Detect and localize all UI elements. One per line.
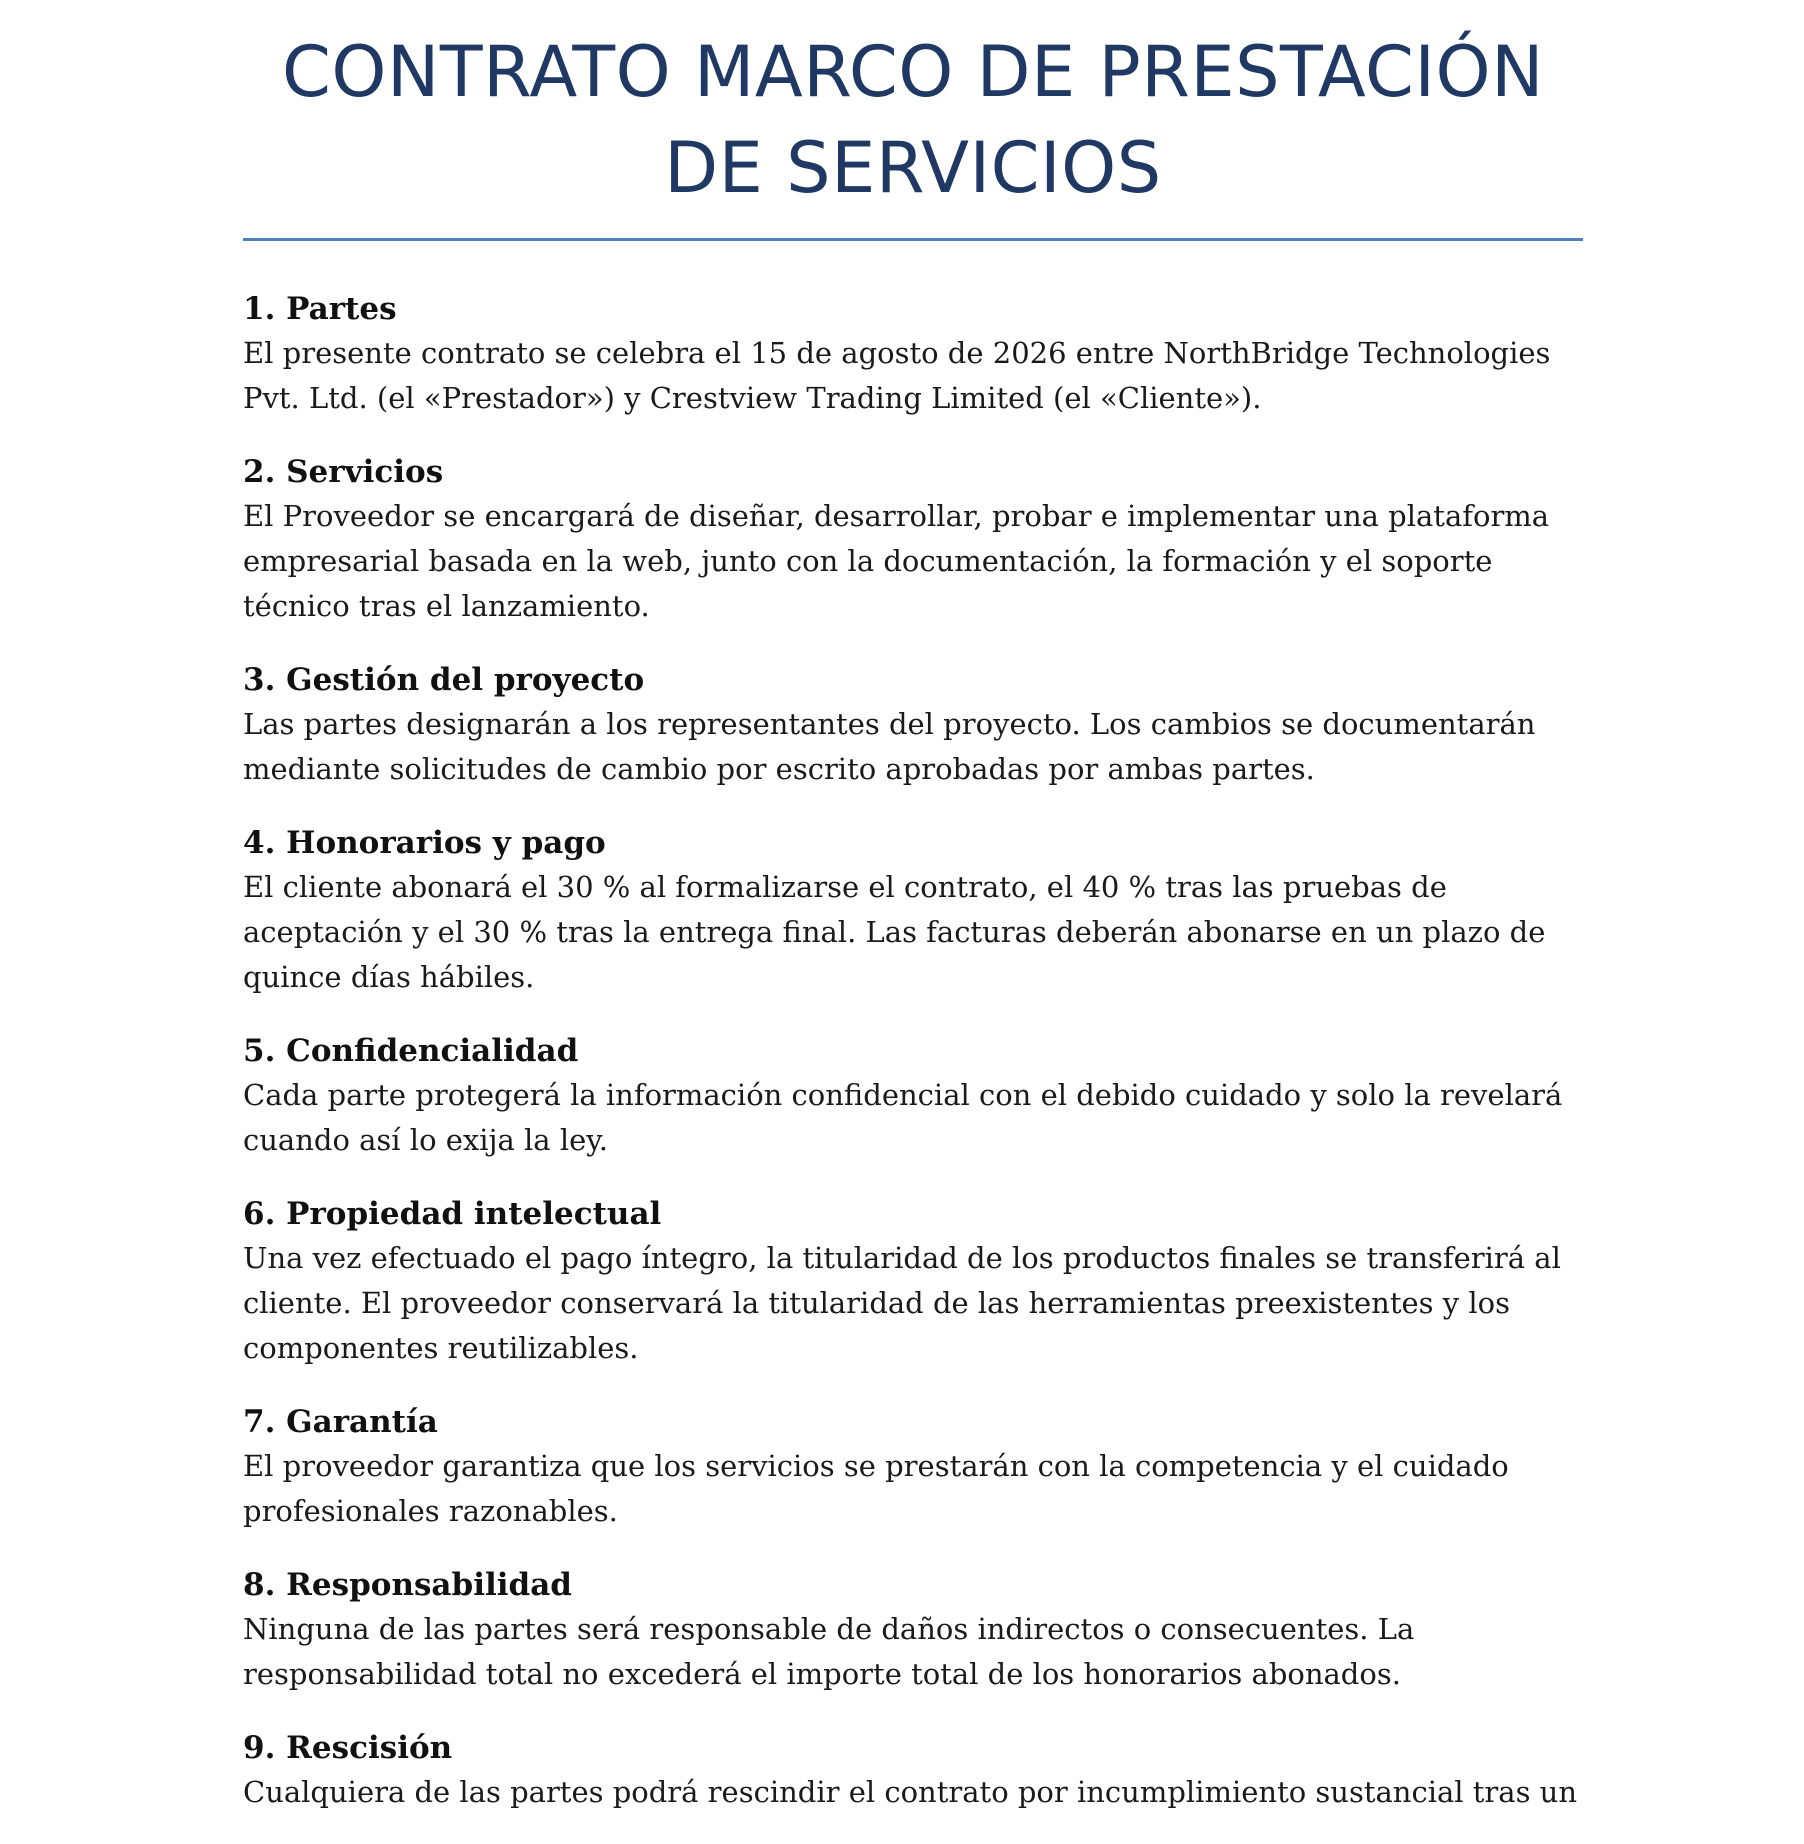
- clause-liability: [243, 1563, 1583, 1697]
- clause-body: Las partes designarán a los representantes del proyecto. Los cambios se documentarán mediante solicitudes de cambio por escrito aprobadas por ambas partes.: [243, 707, 1536, 786]
- clause-body: Cada parte protegerá la información confidencial con el debido cuidado y solo la revelará cuando así lo exija la ley.: [243, 1078, 1563, 1157]
- clause-body: Ninguna de las partes será responsable de daños indirectos o consecuentes. La responsabilidad total no excederá el importe total de los honorarios abonados.: [243, 1612, 1415, 1691]
- clause-heading: 2. Servicios: [243, 454, 444, 490]
- clause-warranty: [243, 1400, 1583, 1534]
- document-page: [243, 0, 1583, 1844]
- clause-heading: 6. Propiedad intelectual: [243, 1196, 662, 1232]
- clause-intellectual-property: [243, 1192, 1583, 1371]
- clause-confidentiality: [243, 1029, 1583, 1163]
- clause-heading: 8. Responsabilidad: [243, 1567, 572, 1603]
- title-divider: [243, 238, 1583, 241]
- document-title: CONTRATO MARCO DE PRESTACIÓN DE SERVICIOS: [282, 31, 1544, 209]
- clause-body: El cliente abonará el 30 % al formalizarse el contrato, el 40 % tras las pruebas de aceptación y el 30 % tras la entrega final. Las facturas deberán abonarse en un plazo de quince días hábiles.: [243, 870, 1546, 994]
- clause-services: [243, 450, 1583, 629]
- clause-parties: [243, 287, 1583, 421]
- clause-heading: 9. Rescisión: [243, 1730, 453, 1766]
- clause-heading: 7. Garantía: [243, 1404, 438, 1440]
- clause-body: El proveedor garantiza que los servicios se prestarán con la competencia y el cuidado profesionales razonables.: [243, 1449, 1509, 1528]
- clause-heading: 4. Honorarios y pago: [243, 825, 606, 861]
- clause-heading: 5. Confidencialidad: [243, 1033, 579, 1069]
- clause-fees-payment: [243, 821, 1583, 1000]
- clause-body: El presente contrato se celebra el 15 de agosto de 2026 entre NorthBridge Technologies Pvt. Ltd. (el «Prestador») y Crestview Trading Limited (el «Cliente»).: [243, 336, 1551, 415]
- clause-heading: 3. Gestión del proyecto: [243, 662, 645, 698]
- clause-termination: [243, 1726, 1583, 1815]
- clause-list: [243, 287, 1583, 1815]
- clause-body: Cualquiera de las partes podrá rescindir el contrato por incumplimiento sustancial tras un: [243, 1775, 1578, 1809]
- clause-project-management: [243, 658, 1583, 792]
- clause-heading: 1. Partes: [243, 291, 397, 327]
- clause-body: Una vez efectuado el pago íntegro, la titularidad de los productos finales se transferirá al cliente. El proveedor conservará la titularidad de las herramientas preexistentes y los componentes reutilizables.: [243, 1241, 1561, 1365]
- clause-body: El Proveedor se encargará de diseñar, desarrollar, probar e implementar una plataforma empresarial basada en la web, junto con la documentación, la formación y el soporte técnico tras el lanzamiento.: [243, 499, 1550, 623]
